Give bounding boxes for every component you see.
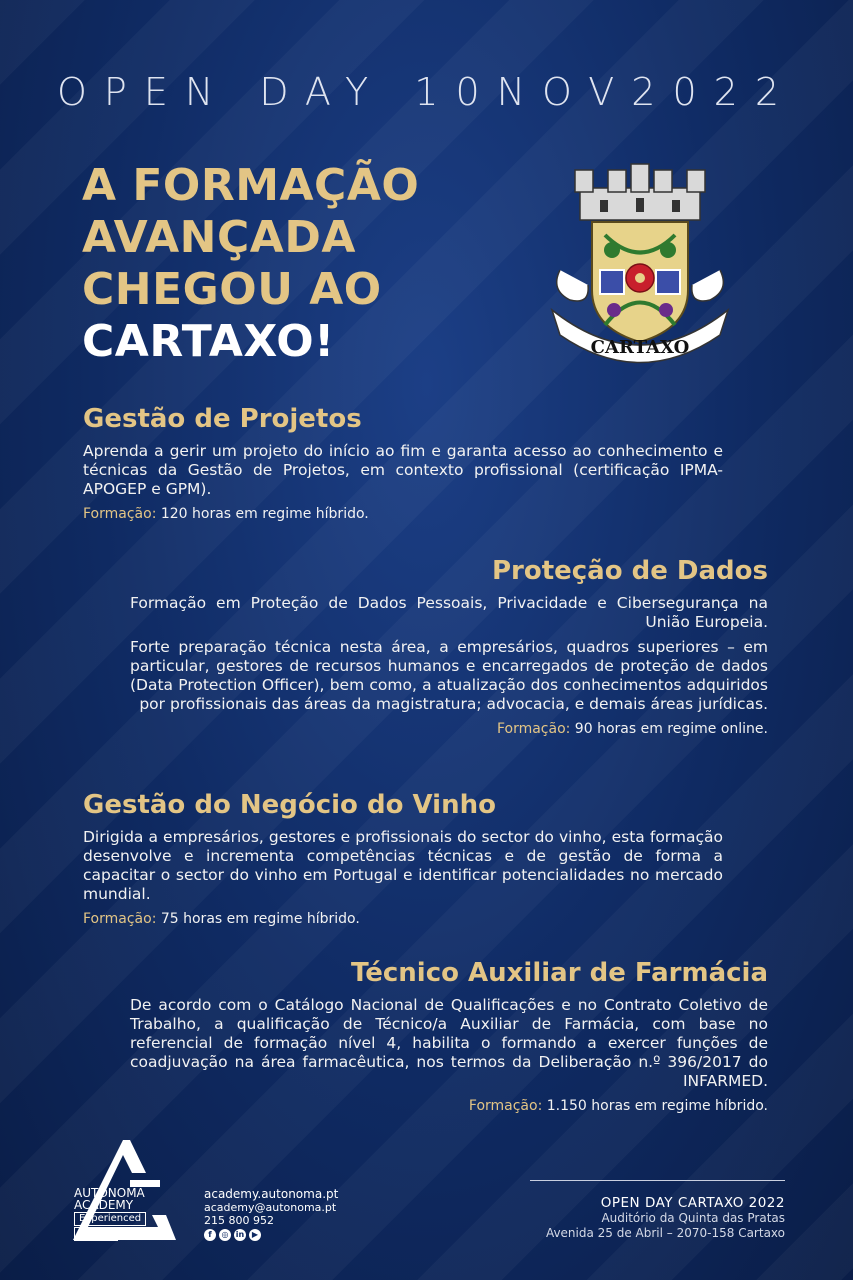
logo-tag-2: people bbox=[74, 1227, 118, 1241]
course-format: Formação: 120 horas em regime híbrido. bbox=[83, 506, 369, 522]
course-description: Aprenda a gerir um projeto do início ao fim e garanta acesso ao conhecimento e técnicas da Gestão de Projetos, em contexto profissional (certificação IPMA-APOGEP e GPM). bbox=[83, 442, 723, 498]
logo-wordmark bbox=[74, 1187, 146, 1241]
event-address: Avenida 25 de Abril – 2070-158 Cartaxo bbox=[545, 1226, 785, 1240]
course-title: Técnico Auxiliar de Farmácia bbox=[350, 958, 768, 988]
event-venue: Auditório da Quinta das Pratas bbox=[601, 1211, 785, 1225]
crest-label: CARTAXO bbox=[590, 337, 690, 358]
event-title: OPEN DAY CARTAXO 2022 bbox=[600, 1195, 785, 1211]
course-title: Gestão do Negócio do Vinho bbox=[83, 790, 496, 820]
instagram-icon[interactable]: ◎ bbox=[219, 1229, 231, 1241]
course-negocio-vinho bbox=[83, 790, 723, 929]
event-info bbox=[500, 1196, 785, 1241]
course-description: De acordo com o Catálogo Nacional de Qualificações e no Contrato Coletivo de Trabalho, a qualificação de Técnico/a Auxiliar de Farmácia, com base no referencial de formação nível 4, habilita o formando a exercer funções de coadjuvação na área farmacêutica, nos termos da Deliberação n.º 396/2017 do INFARMED. bbox=[130, 996, 768, 1090]
footer-divider bbox=[530, 1180, 785, 1181]
page-header: OPEN DAY 10NOV2022 bbox=[57, 70, 796, 114]
headline-line-2: AVANÇADA bbox=[82, 212, 356, 263]
social-links bbox=[204, 1229, 261, 1241]
course-format: Formação: 90 horas em regime online. bbox=[496, 721, 768, 737]
youtube-icon[interactable]: ▶ bbox=[249, 1229, 261, 1241]
website-link[interactable]: academy.autonoma.pt bbox=[204, 1187, 339, 1201]
cartaxo-crest-icon bbox=[530, 160, 750, 370]
course-format: Formação: 75 horas em regime híbrido. bbox=[83, 911, 360, 927]
headline-line-4: CARTAXO! bbox=[82, 316, 335, 367]
headline-line-1: A FORMAÇÃO bbox=[82, 160, 420, 211]
course-tecnico-farmacia bbox=[130, 958, 768, 1116]
course-description: Formação em Proteção de Dados Pessoais, Privacidade e Cibersegurança na União Europeia. bbox=[130, 594, 768, 631]
headline-line-3: CHEGOU AO bbox=[82, 264, 382, 315]
contacts bbox=[204, 1188, 338, 1227]
course-protecao-dados bbox=[130, 556, 768, 739]
email-link[interactable]: academy@autonoma.pt bbox=[204, 1201, 337, 1214]
linkedin-icon[interactable]: in bbox=[235, 1230, 245, 1239]
mural-crown bbox=[575, 164, 705, 220]
course-description: Forte preparação técnica nesta área, a empresários, quadros superiores – em particular, gestores de recursos humanos e encarregados de proteção de dados (Data Protection Officer), bem como, a atualização dos conhecimentos adquiridos por profissionais das áreas da magistratura; advocacia, e demais áreas jurídicas. bbox=[130, 638, 768, 713]
phone-number: 215 800 952 bbox=[204, 1214, 274, 1227]
logo-line-2: ACADEMY bbox=[74, 1198, 134, 1212]
logo-tag-1: Experienced bbox=[74, 1212, 146, 1226]
course-title: Gestão de Projetos bbox=[83, 404, 362, 434]
course-gestao-projetos bbox=[83, 404, 723, 524]
course-description: Dirigida a empresários, gestores e profissionais do sector do vinho, esta formação desenvolve e incrementa competências técnicas e de gestão de forma a capacitar o sector do vinho em Portugal e identificar potencialidades no mercado mundial. bbox=[83, 828, 723, 903]
headline bbox=[82, 160, 502, 368]
course-format: Formação: 1.150 horas em regime híbrido. bbox=[468, 1098, 768, 1114]
facebook-icon[interactable]: f bbox=[204, 1229, 216, 1241]
logo-line-1: AUTÓNOMA bbox=[74, 1186, 145, 1200]
course-title: Proteção de Dados bbox=[491, 556, 768, 586]
